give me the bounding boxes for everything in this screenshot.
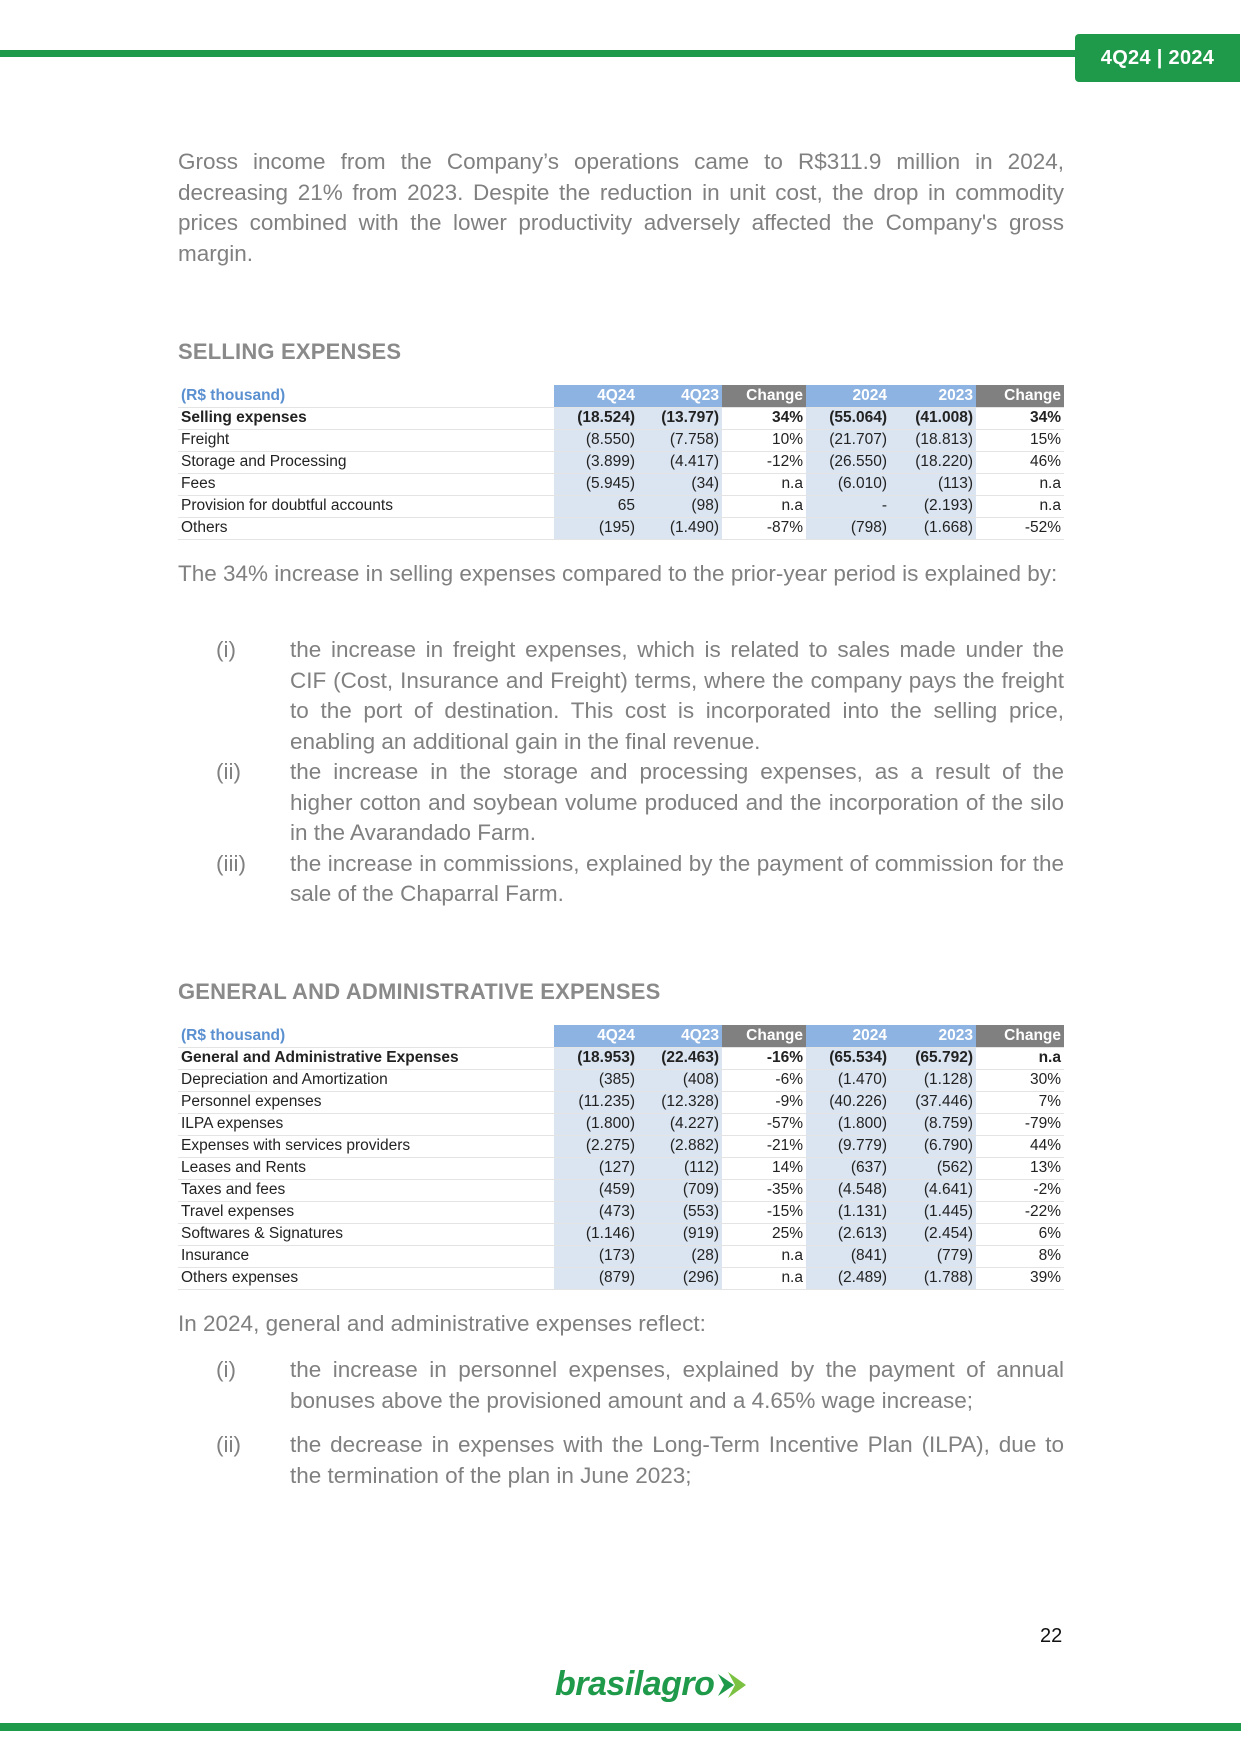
table-cell: (408) (638, 1069, 722, 1091)
ga-reasons-list (178, 1355, 1064, 1491)
table-row (178, 429, 1064, 451)
table-cell: (459) (554, 1179, 638, 1201)
ga-explanation: In 2024, general and administrative expenses reflect: (178, 1311, 706, 1336)
table-cell: (18.524) (554, 407, 638, 429)
table-cell: -57% (722, 1113, 806, 1135)
row-label: Personnel expenses (178, 1091, 554, 1113)
table-cell: (4.641) (890, 1179, 976, 1201)
intro-paragraph: Gross income from the Company’s operations came to R$311.9 million in 2024, decreasing 21% from 2023. Despite the reduction in unit cost, the drop in commodity prices combined with the lower productivity adversely affected the Company's gross margin. (178, 149, 1064, 266)
header-rule (0, 50, 1090, 57)
table-cell: (13.797) (638, 407, 722, 429)
table-cell: (1.668) (890, 517, 976, 539)
table-cell: (26.550) (806, 451, 890, 473)
table-cell: (779) (890, 1245, 976, 1267)
row-label: Leases and Rents (178, 1157, 554, 1179)
list-marker: (i) (216, 1357, 236, 1382)
table-cell: 13% (976, 1157, 1064, 1179)
table-row (178, 1223, 1064, 1245)
table-cell: (34) (638, 473, 722, 495)
table-cell: n.a (976, 495, 1064, 517)
column-header: 2024 (806, 385, 890, 407)
ga-expenses-table (178, 1025, 1064, 1290)
table-cell: (21.707) (806, 429, 890, 451)
row-label: Taxes and fees (178, 1179, 554, 1201)
table-cell: (18.953) (554, 1047, 638, 1069)
footer-rule (0, 1723, 1241, 1731)
table-cell: (553) (638, 1201, 722, 1223)
table-row (178, 1267, 1064, 1289)
column-header: Change (722, 385, 806, 407)
table-row (178, 1113, 1064, 1135)
table-cell: -35% (722, 1179, 806, 1201)
table-cell: (113) (890, 473, 976, 495)
table-cell: 65 (554, 495, 638, 517)
table-cell: (709) (638, 1179, 722, 1201)
row-label: Others expenses (178, 1267, 554, 1289)
table-cell: 44% (976, 1135, 1064, 1157)
list-marker: (ii) (216, 759, 241, 784)
table-cell: -79% (976, 1113, 1064, 1135)
table-cell: 7% (976, 1091, 1064, 1113)
table-cell: n.a (722, 495, 806, 517)
table-cell: (385) (554, 1069, 638, 1091)
table-cell: 14% (722, 1157, 806, 1179)
table-cell: (919) (638, 1223, 722, 1245)
column-header: Change (976, 1025, 1064, 1047)
row-label: Depreciation and Amortization (178, 1069, 554, 1091)
table-cell: -16% (722, 1047, 806, 1069)
table-row (178, 1091, 1064, 1113)
table-cell: n.a (722, 473, 806, 495)
row-label: Travel expenses (178, 1201, 554, 1223)
row-label: General and Administrative Expenses (178, 1047, 554, 1069)
table-cell: n.a (722, 1267, 806, 1289)
list-marker: (ii) (216, 1432, 241, 1457)
table-row (178, 1047, 1064, 1069)
table-cell: (4.548) (806, 1179, 890, 1201)
selling-expenses-heading: SELLING EXPENSES (178, 339, 402, 364)
table-cell: 8% (976, 1245, 1064, 1267)
row-label: Selling expenses (178, 407, 554, 429)
table-cell: (1.470) (806, 1069, 890, 1091)
column-header: 4Q24 (554, 385, 638, 407)
table-cell: (879) (554, 1267, 638, 1289)
row-label: Others (178, 517, 554, 539)
table-cell: (1.490) (638, 517, 722, 539)
table-row (178, 1069, 1064, 1091)
table-row (178, 473, 1064, 495)
list-text: the increase in personnel expenses, explained by the payment of annual bonuses above the provisioned amount and a 4.65% wage increase; (290, 1357, 1064, 1413)
table-cell: 15% (976, 429, 1064, 451)
table-cell: (562) (890, 1157, 976, 1179)
table-cell: (1.131) (806, 1201, 890, 1223)
table-cell: (1.800) (806, 1113, 890, 1135)
table-cell: (4.227) (638, 1113, 722, 1135)
table-header-row (178, 1025, 1064, 1047)
table-row (178, 495, 1064, 517)
column-header: 4Q24 (554, 1025, 638, 1047)
row-label: ILPA expenses (178, 1113, 554, 1135)
logo-text: brasilagro (555, 1665, 715, 1703)
table-row (178, 407, 1064, 429)
table-cell: 25% (722, 1223, 806, 1245)
table-cell: 34% (722, 407, 806, 429)
table-cell: (18.220) (890, 451, 976, 473)
table-cell: (798) (806, 517, 890, 539)
table-cell: (9.779) (806, 1135, 890, 1157)
table-cell: (127) (554, 1157, 638, 1179)
leaf-chevron-icon (716, 1670, 750, 1700)
table-cell: (2.193) (890, 495, 976, 517)
list-marker: (iii) (216, 850, 246, 876)
table-cell: (98) (638, 495, 722, 517)
table-row (178, 451, 1064, 473)
column-header: 2023 (890, 1025, 976, 1047)
table-cell: n.a (976, 1047, 1064, 1069)
table-cell: n.a (976, 473, 1064, 495)
table-cell: 39% (976, 1267, 1064, 1289)
table-cell: (841) (806, 1245, 890, 1267)
table-cell: - (806, 495, 890, 517)
table-cell: (1.445) (890, 1201, 976, 1223)
table-cell: -2% (976, 1179, 1064, 1201)
table-row (178, 1157, 1064, 1179)
period-badge: 4Q24 | 2024 (1075, 34, 1240, 82)
table-cell: -22% (976, 1201, 1064, 1223)
table-cell: (18.813) (890, 429, 976, 451)
table-cell: 30% (976, 1069, 1064, 1091)
table-cell: (65.534) (806, 1047, 890, 1069)
table-row (178, 1135, 1064, 1157)
row-label: Softwares & Signatures (178, 1223, 554, 1245)
list-text: the increase in commissions, explained by the payment of commission for the sale of the Chaparral Farm. (290, 850, 1064, 906)
table-cell: (473) (554, 1201, 638, 1223)
table-cell: -52% (976, 517, 1064, 539)
table-cell: (5.945) (554, 473, 638, 495)
list-item (178, 635, 1064, 757)
selling-reasons-list (178, 635, 1064, 910)
table-cell: -87% (722, 517, 806, 539)
table-cell: 34% (976, 407, 1064, 429)
page-number: 22 (1040, 1625, 1063, 1647)
table-cell: (55.064) (806, 407, 890, 429)
brasilagro-logo (555, 1665, 750, 1704)
list-item (178, 757, 1064, 849)
table-cell: (112) (638, 1157, 722, 1179)
row-label: Provision for doubtful accounts (178, 495, 554, 517)
column-header: (R$ thousand) (178, 385, 554, 407)
table-cell: -6% (722, 1069, 806, 1091)
table-cell: (8.759) (890, 1113, 976, 1135)
row-label: Freight (178, 429, 554, 451)
table-cell: (637) (806, 1157, 890, 1179)
table-cell: (2.275) (554, 1135, 638, 1157)
table-cell: (2.882) (638, 1135, 722, 1157)
table-cell: (40.226) (806, 1091, 890, 1113)
table-cell: (2.489) (806, 1267, 890, 1289)
table-cell: -9% (722, 1091, 806, 1113)
row-label: Insurance (178, 1245, 554, 1267)
table-cell: (2.613) (806, 1223, 890, 1245)
list-text: the decrease in expenses with the Long-Term Incentive Plan (ILPA), due to the termination of the plan in June 2023; (290, 1432, 1064, 1488)
table-cell: (22.463) (638, 1047, 722, 1069)
table-cell: -12% (722, 451, 806, 473)
table-cell: (28) (638, 1245, 722, 1267)
ga-expenses-heading: GENERAL AND ADMINISTRATIVE EXPENSES (178, 979, 661, 1004)
row-label: Expenses with services providers (178, 1135, 554, 1157)
table-cell: (3.899) (554, 451, 638, 473)
table-cell: (11.235) (554, 1091, 638, 1113)
row-label: Storage and Processing (178, 451, 554, 473)
table-cell: (296) (638, 1267, 722, 1289)
list-item (178, 1355, 1064, 1416)
list-text: the increase in the storage and processing expenses, as a result of the higher cotton and soybean volume produced and the incorporation of the silo in the Avarandado Farm. (290, 759, 1064, 845)
column-header: 4Q23 (638, 385, 722, 407)
table-cell: n.a (722, 1245, 806, 1267)
selling-expenses-table (178, 385, 1064, 540)
column-header: 4Q23 (638, 1025, 722, 1047)
table-cell: (12.328) (638, 1091, 722, 1113)
table-cell: 6% (976, 1223, 1064, 1245)
table-cell: (6.010) (806, 473, 890, 495)
table-cell: -15% (722, 1201, 806, 1223)
selling-explanation: The 34% increase in selling expenses compared to the prior-year period is explained by: (178, 561, 1058, 586)
column-header: 2024 (806, 1025, 890, 1047)
table-cell: (7.758) (638, 429, 722, 451)
table-cell: (6.790) (890, 1135, 976, 1157)
table-cell: -21% (722, 1135, 806, 1157)
column-header: 2023 (890, 385, 976, 407)
table-cell: (1.128) (890, 1069, 976, 1091)
table-row (178, 1179, 1064, 1201)
table-cell: (1.788) (890, 1267, 976, 1289)
list-item (178, 1430, 1064, 1491)
list-text: the increase in freight expenses, which is related to sales made under the CIF (Cost, Insurance and Freight) terms, where the company pays the freight to the port of destination. This cost is incorporated into the selling price, enabling an additional gain in the final revenue. (290, 637, 1064, 754)
table-cell: (1.146) (554, 1223, 638, 1245)
table-cell: 10% (722, 429, 806, 451)
table-cell: (41.008) (890, 407, 976, 429)
table-cell: (65.792) (890, 1047, 976, 1069)
table-row (178, 517, 1064, 539)
table-cell: (2.454) (890, 1223, 976, 1245)
table-cell: (195) (554, 517, 638, 539)
table-cell: (1.800) (554, 1113, 638, 1135)
table-row (178, 1201, 1064, 1223)
row-label: Fees (178, 473, 554, 495)
column-header: Change (976, 385, 1064, 407)
table-cell: 46% (976, 451, 1064, 473)
table-cell: (8.550) (554, 429, 638, 451)
table-cell: (173) (554, 1245, 638, 1267)
list-marker: (i) (216, 637, 236, 662)
table-row (178, 1245, 1064, 1267)
table-cell: (37.446) (890, 1091, 976, 1113)
table-cell: (4.417) (638, 451, 722, 473)
list-item (178, 849, 1064, 910)
column-header: Change (722, 1025, 806, 1047)
column-header: (R$ thousand) (178, 1025, 554, 1047)
table-header-row (178, 385, 1064, 407)
